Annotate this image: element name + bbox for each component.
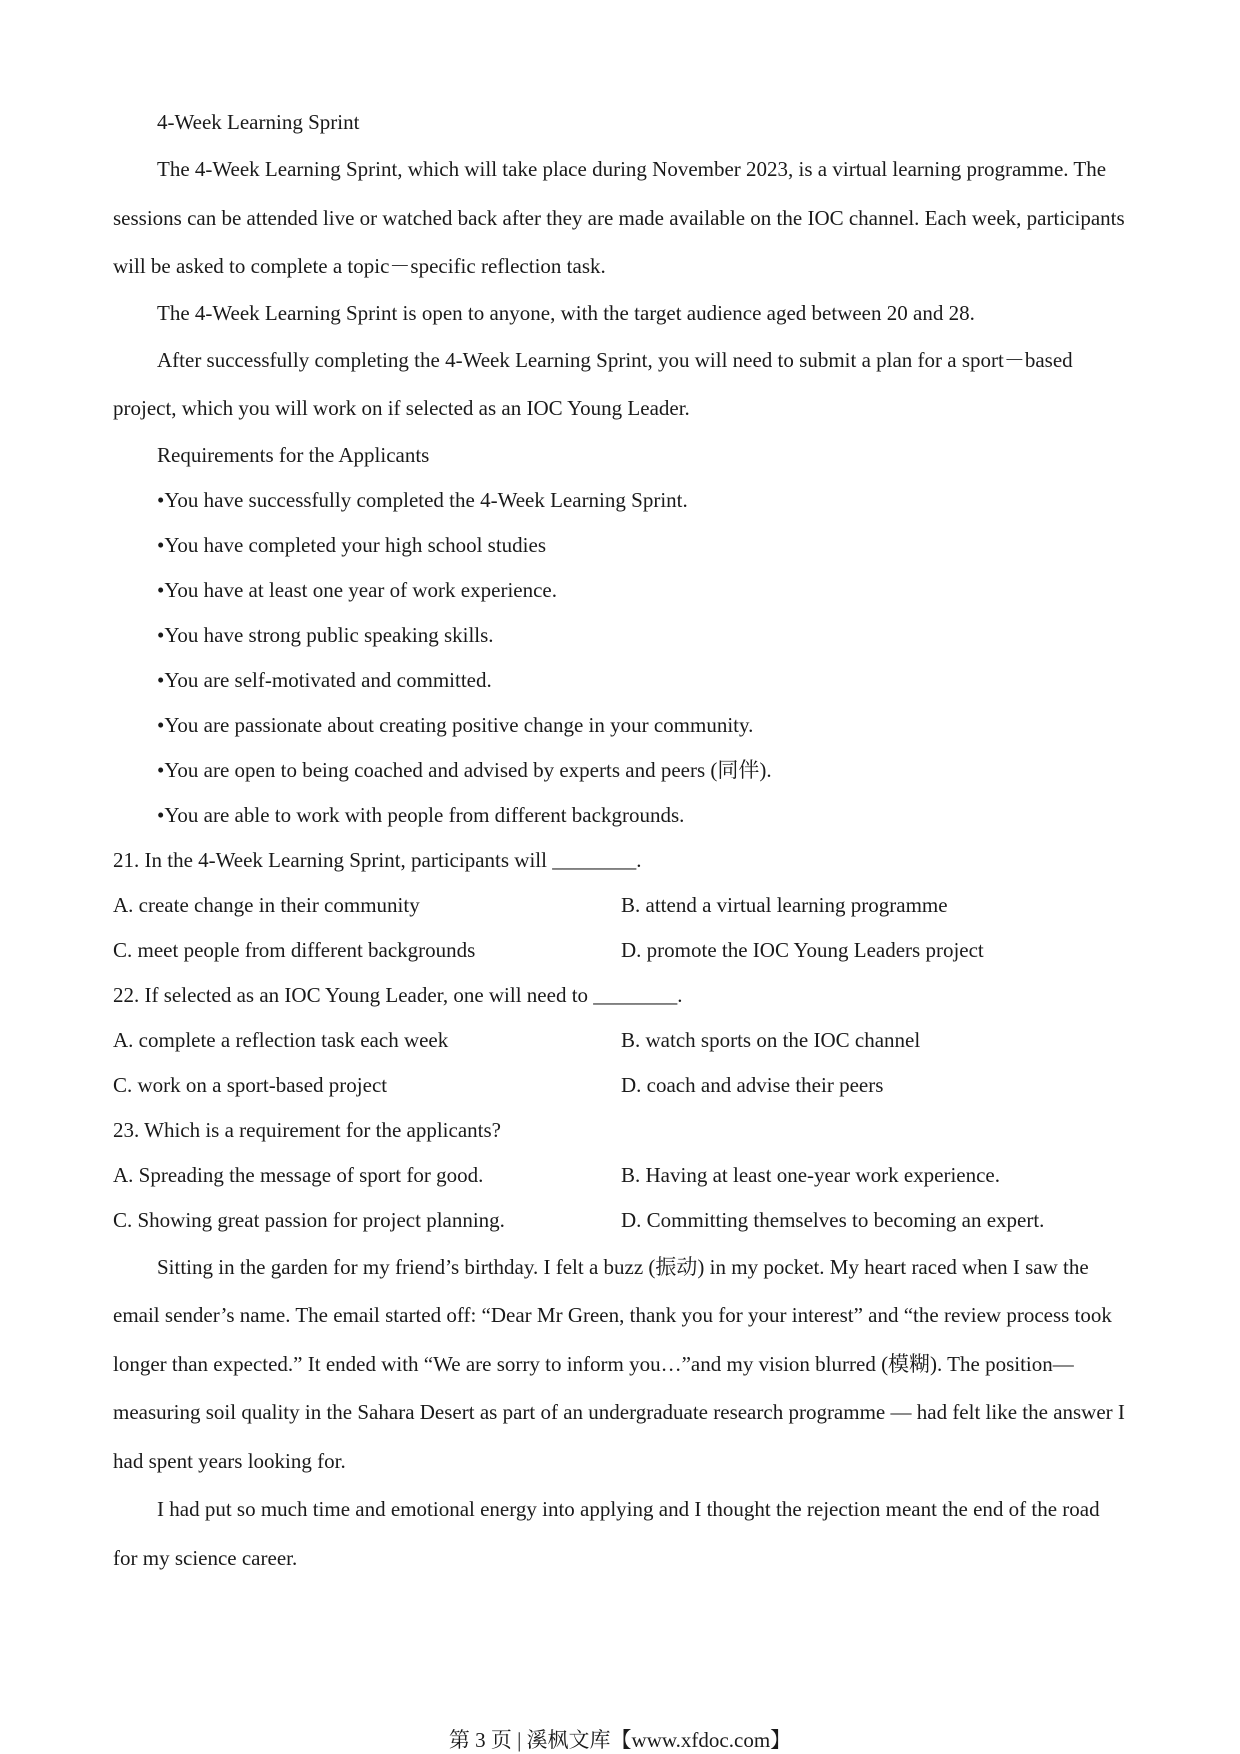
option-b: B. attend a virtual learning programme	[621, 892, 948, 917]
option-c: C. meet people from different backgrounds	[113, 937, 476, 962]
question-23-stem: 23. Which is a requirement for the applicants?	[113, 1117, 501, 1142]
requirement-item: •You have completed your high school studies	[157, 532, 547, 557]
question-22-stem: 22. If selected as an IOC Young Leader, one will need to ________.	[113, 982, 683, 1007]
requirements-heading: Requirements for the Applicants	[157, 442, 430, 467]
requirement-item: •You have at least one year of work experience.	[157, 577, 557, 602]
question-23-options-row-1	[113, 1153, 1129, 1198]
option-a: A. create change in their community	[113, 892, 420, 917]
question-22-options-row-2	[113, 1063, 1129, 1108]
option-c: C. Showing great passion for project planning.	[113, 1207, 505, 1232]
document-page	[113, 100, 1129, 1582]
page-footer: 第 3 页 | 溪枫文库【www.xfdoc.com】	[448, 1728, 792, 1752]
requirement-item: •You have successfully completed the 4-Week Learning Sprint.	[157, 487, 688, 512]
passage-paragraph-2: The 4-Week Learning Sprint is open to anyone, with the target audience aged between 20 and 28.	[157, 300, 975, 325]
option-a: A. Spreading the message of sport for good.	[113, 1162, 484, 1187]
option-d: D. coach and advise their peers	[621, 1072, 884, 1097]
option-b: B. Having at least one-year work experience.	[621, 1162, 1001, 1187]
passage-paragraph-3: After successfully completing the 4-Week Learning Sprint, you will need to submit a plan for a sport－based project, which you will work on if selected as an IOC Young Leader.	[113, 347, 1073, 420]
passage-title: 4-Week Learning Sprint	[157, 110, 360, 134]
question-21-options-row-1	[113, 883, 1129, 928]
question-22-options-row-1	[113, 1018, 1129, 1063]
requirement-item: •You are open to being coached and advised by experts and peers (同伴).	[157, 757, 772, 782]
option-d: D. promote the IOC Young Leaders project	[621, 937, 984, 962]
option-d: D. Committing themselves to becoming an expert.	[621, 1207, 1045, 1232]
option-c: C. work on a sport-based project	[113, 1072, 388, 1097]
passage2-paragraph-2: I had put so much time and emotional energy into applying and I thought the rejection meant the end of the road for my science career.	[113, 1497, 1100, 1570]
question-23-options-row-2	[113, 1198, 1129, 1243]
requirement-item: •You are passionate about creating positive change in your community.	[157, 712, 754, 737]
passage2-paragraph-1: Sitting in the garden for my friend’s birthday. I felt a buzz (振动) in my pocket. My heart raced when I saw the email sender’s name. The email started off: “Dear Mr Green, thank you for your interest” and “the review process took longer than expected.” It ended with “We are sorry to inform you…”and my vision blurred (模糊). The position—measuring soil quality in the Sahara Desert as part of an undergraduate research programme — had felt like the answer I had spent years looking for.	[113, 1254, 1125, 1473]
option-a: A. complete a reflection task each week	[113, 1027, 449, 1052]
question-21-stem: 21. In the 4-Week Learning Sprint, participants will ________.	[113, 847, 642, 872]
passage-paragraph-1: The 4-Week Learning Sprint, which will take place during November 2023, is a virtual learning programme. The sessions can be attended live or watched back after they are made available on the IOC channel. Each week, participants will be asked to complete a topic－specific reflection task.	[113, 157, 1125, 278]
requirement-item: •You are able to work with people from different backgrounds.	[157, 802, 685, 827]
question-21-options-row-2	[113, 928, 1129, 973]
requirement-item: •You are self-motivated and committed.	[157, 667, 492, 692]
option-b: B. watch sports on the IOC channel	[621, 1027, 921, 1052]
requirement-item: •You have strong public speaking skills.	[157, 622, 494, 647]
